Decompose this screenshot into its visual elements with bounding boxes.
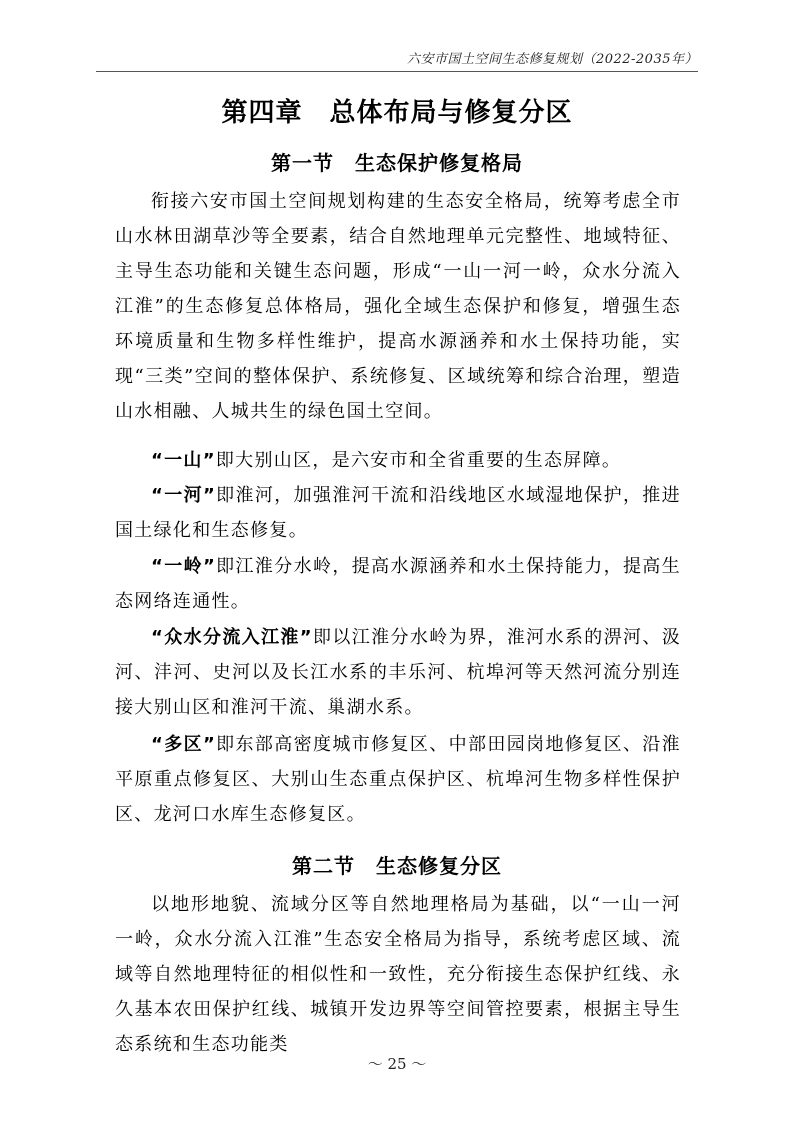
page-number: ～ 25 ～ (367, 1055, 427, 1073)
item-paragraph-zhongshui (115, 620, 681, 725)
item-paragraph-yishan (115, 443, 681, 478)
item-term: “多区” (151, 734, 217, 755)
running-header: 六安市国土空间生态修复规划（2022-2035年） (406, 52, 698, 67)
item-text: 即以江淮分水岭为界，淮河水系的淠河、汲河、沣河、史河以及长江水系的丰乐河、杭埠河等天然河流分别连接大别山区和淮河干流、巢湖水系。 (115, 627, 681, 718)
section-1-title: 第一节 生态保护修复格局 (271, 151, 523, 175)
item-text: 即大别山区，是六安市和全省重要的生态屏障。 (215, 450, 622, 471)
item-text: 即淮河，加强淮河干流和沿线地区水域湿地保护，推进国土绿化和生态修复。 (115, 485, 681, 541)
item-term: “众水分流入江淮” (151, 627, 313, 648)
section-2-intro-paragraph: 以地形地貌、流域分区等自然地理格局为基础，以“一山一河一岭，众水分流入江淮”生态安全格局为指导，系统考虑区域、流域等自然地理特征的相似性和一致性，充分衔接生态保护红线、永久基本农田保护红线、城镇开发边界等空间管控要素，根据主导生态系统和生态功能类 (115, 894, 681, 1055)
item-paragraph-yihe (115, 478, 681, 548)
item-text: 即江淮分水岭，提高水源涵养和水土保持能力，提高生态网络连通性。 (115, 556, 681, 612)
item-text: 即东部高密度城市修复区、中部田园岗地修复区、沿淮平原重点修复区、大别山生态重点保护区、杭埠河生物多样性保护区、龙河口水库生态修复区。 (115, 734, 681, 825)
item-term: “一河” (151, 485, 217, 506)
item-term: “一山” (151, 450, 216, 471)
item-paragraph-duoqu (115, 727, 681, 832)
item-paragraph-yiling (115, 549, 681, 619)
header-divider (96, 71, 698, 72)
section-2-title: 第二节 生态修复分区 (292, 854, 502, 878)
section-1-intro-paragraph: 衔接六安市国土空间规划构建的生态安全格局，统筹考虑全市山水林田湖草沙等全要素，结合自然地理单元完整性、地域特征、主导生态功能和关键生态问题，形成“一山一河一岭，众水分流入江淮”的生态修复总体格局，强化全域生态保护和修复，增强生态环境质量和生物多样性维护，提高水源涵养和水土保持功能，实现“三类”空间的整体保护、系统修复、区域统筹和综合治理，塑造山水相融、人城共生的绿色国土空间。 (115, 191, 681, 422)
item-term: “一岭” (151, 556, 217, 577)
chapter-title: 第四章 总体布局与修复分区 (221, 98, 573, 128)
